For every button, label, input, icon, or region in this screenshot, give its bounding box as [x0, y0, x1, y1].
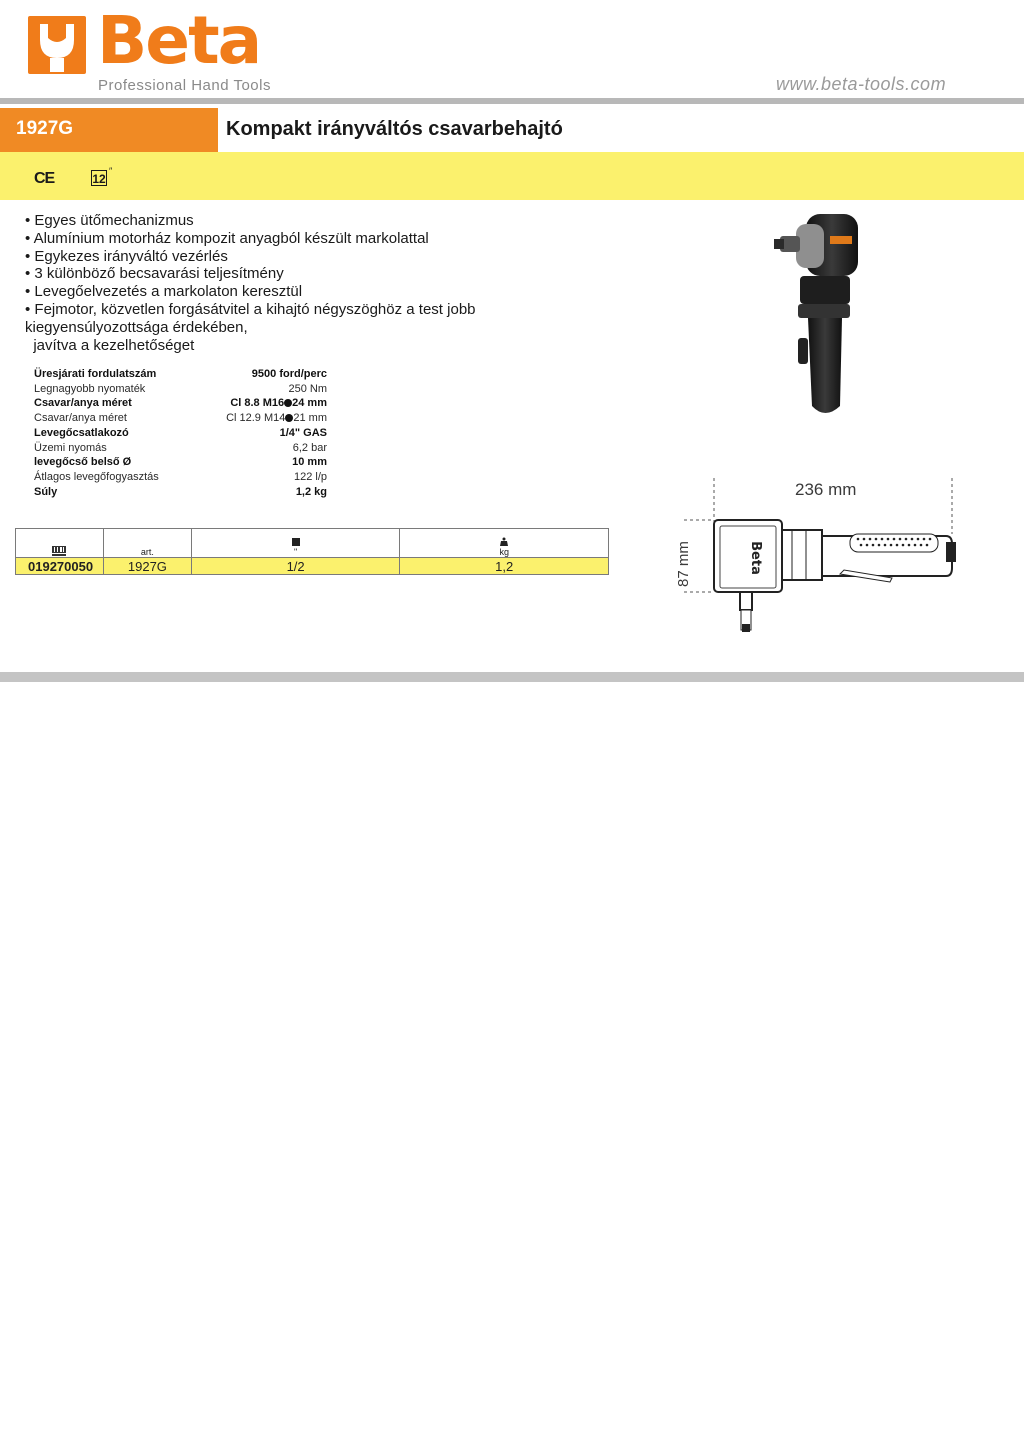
header-drive-cell — [191, 529, 400, 558]
spec-row — [34, 426, 327, 441]
spec-row — [34, 411, 327, 426]
spec-row — [34, 470, 327, 485]
spec-label: Átlagos levegőfogyasztás — [34, 470, 159, 483]
spec-label: Csavar/anya méret — [34, 397, 132, 410]
square-drive-icon — [292, 538, 300, 546]
header-barcode-cell — [16, 529, 104, 558]
table-row — [16, 558, 609, 575]
website-url[interactable]: www.beta-tools.com — [776, 74, 947, 94]
article-code: 019270050 — [16, 558, 104, 575]
warranty-superscript: ″ — [109, 166, 113, 176]
spec-label: Súly — [34, 485, 58, 498]
hex-size-icon — [284, 399, 292, 407]
dimension-height: 87 mm — [675, 541, 692, 587]
feature-item: • Levegőelvezetés a markolaton keresztül — [25, 283, 303, 301]
article-table — [15, 528, 609, 575]
feature-item: • Fejmotor, közvetlen forgásátvitel a kihajtó négyszöghöz a test jobb — [25, 300, 476, 318]
spec-row — [34, 396, 327, 411]
feature-item: • Alumínium motorház kompozit anyagból készült markolattal — [25, 229, 429, 247]
spec-row — [34, 441, 327, 456]
product-code: 1927G — [16, 118, 74, 139]
spec-value-class: Cl 8.8 M16 — [230, 397, 285, 410]
spec-label: Üzemi nyomás — [34, 441, 107, 454]
spec-label: Levegőcsatlakozó — [34, 426, 129, 439]
spec-table — [34, 367, 327, 499]
brand-wordmark: Beta — [97, 2, 261, 79]
footer-divider — [0, 672, 1024, 682]
spec-value: 1/4" GAS — [279, 426, 327, 439]
header-divider — [0, 98, 1024, 104]
spec-value-class: Cl 12.9 M14 — [226, 412, 286, 425]
spec-value — [196, 411, 327, 426]
spec-label: Csavar/anya méret — [34, 412, 127, 425]
feature-list — [25, 212, 525, 354]
ce-mark-icon: CE — [34, 170, 55, 187]
feature-item: kiegyensúlyozottsága érdekében, — [25, 318, 248, 336]
spec-value: 1,2 kg — [295, 485, 327, 498]
drive-unit-label: " — [294, 547, 298, 557]
header-weight-cell — [400, 529, 609, 558]
dimension-length: 236 mm — [795, 480, 857, 499]
impact-wrench-photo — [770, 206, 870, 428]
brand-tagline: Professional Hand Tools — [98, 77, 271, 94]
feature-item: • 3 különböző becsavarási teljesítmény — [25, 265, 284, 283]
certification-bar — [0, 152, 1024, 200]
spec-label: levegőcső belső Ø — [34, 456, 132, 469]
article-drive: 1/2 — [191, 558, 400, 575]
spec-value: 6,2 bar — [292, 441, 327, 454]
weight-unit-label: kg — [499, 547, 509, 557]
spec-label: Legnagyobb nyomaték — [34, 382, 146, 395]
spec-row — [34, 367, 327, 382]
header-art-cell: art. — [103, 529, 191, 558]
spec-value: 10 mm — [292, 456, 327, 469]
feature-item: • Egykezes irányváltó vezérlés — [25, 247, 228, 265]
article-weight: 1,2 — [400, 558, 609, 575]
spec-value: 9500 ford/perc — [251, 368, 327, 380]
spec-row — [34, 455, 327, 470]
warranty-months-icon: 12 — [92, 172, 106, 186]
spec-value-size: 24 mm — [292, 397, 327, 410]
spec-row — [34, 485, 327, 500]
spec-value — [196, 396, 327, 411]
spec-value-size: 21 mm — [293, 412, 327, 425]
drawing-brand-label: Beta — [748, 541, 763, 575]
spec-value: 250 Nm — [288, 382, 327, 395]
weight-icon — [500, 537, 508, 546]
feature-item: javítva a kezelhetőséget — [25, 336, 195, 354]
article-table-header — [16, 529, 609, 558]
spec-value: 122 l/p — [293, 470, 327, 483]
spec-label: Üresjárati fordulatszám — [34, 368, 157, 380]
beta-wrench-logo-icon — [26, 14, 88, 76]
article-art: 1927G — [103, 558, 191, 575]
barcode-icon — [52, 546, 66, 556]
feature-item: • Egyes ütőmechanizmus — [25, 212, 194, 229]
product-title: Kompakt irányváltós csavarbehajtó — [226, 118, 563, 140]
spec-row — [34, 382, 327, 397]
